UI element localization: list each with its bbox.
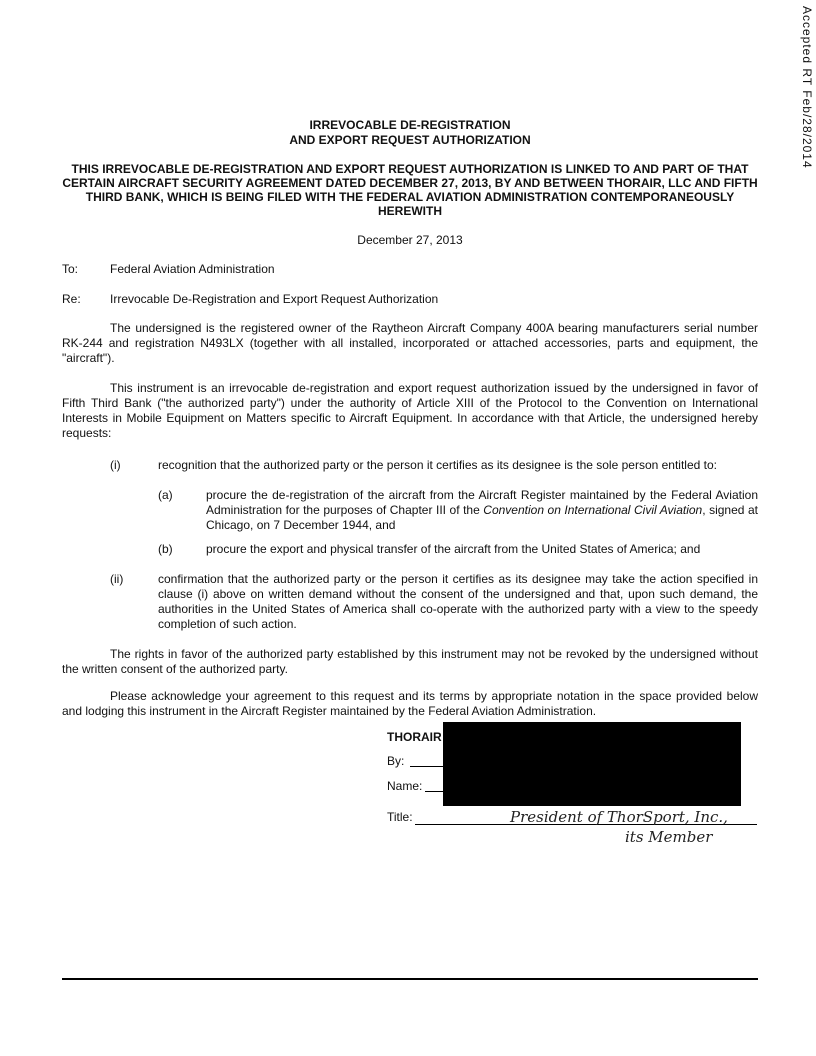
item-a-label: (a) [158,488,173,502]
handwritten-title-2: its Member [625,828,713,846]
to-value: Federal Aviation Administration [110,262,275,276]
item-a-text [206,488,758,533]
paragraph-3: The rights in favor of the authorized party established by this instrument may not be revoked by the undersigned without the written consent of the authorized party. [62,647,758,676]
document-title [62,118,758,148]
title-line-2: AND EXPORT REQUEST AUTHORIZATION [289,133,531,147]
document-date: December 27, 2013 [357,233,463,247]
accepted-stamp: Accepted RT Feb/28/2014 [800,6,814,169]
paragraph-2: This instrument is an irrevocable de-registration and export request authorization issued by the undersigned in favor of Fifth Third Bank ("the authorized party") under the authority of Article XIII of the Protocol to the Convention on International Interests in Mobile Equipment on Matters specific to Aircraft Equipment. In accordance with that Article, the undersigned hereby requests: [62,381,758,440]
item-i-label: (i) [110,458,121,472]
item-ii-label: (ii) [110,572,124,586]
item-a-tail: , signed at Chicago, on 7 December 1944, and [206,503,758,532]
item-i-text: recognition that the authorized party or the person it certifies as its designee is the sole person entitled to: [158,458,717,472]
paragraph-4: Please acknowledge your agreement to this request and its terms by appropriate notation in the space provided below and lodging this instrument in the Aircraft Register maintained by the Federal Aviation Administration. [62,689,758,718]
title-label: Title: [387,810,413,824]
re-value: Irrevocable De-Registration and Export Request Authorization [110,292,439,306]
signatory-company: THORAIR [387,730,442,744]
preamble: THIS IRREVOCABLE DE-REGISTRATION AND EXPORT REQUEST AUTHORIZATION IS LINKED TO AND PART OF THAT CERTAIN AIRCRAFT SECURITY AGREEMENT DATED DECEMBER 27, 2013, BY AND BETWEEN THORAIR, LLC AND FIFTH THIRD BANK, WHICH IS BEING FILED WITH THE FEDERAL AVIATION ADMINISTRATION CONTEMPORANEOUSLY HEREWITH [62,162,758,218]
item-a-convention: Convention on International Civil Aviation [483,503,703,517]
item-a-body: procure the de-registration of the aircraft from the Aircraft Register maintained by the Federal Aviation Administration for the purposes of Chapter III of the [206,488,758,517]
paragraph-1: The undersigned is the registered owner of the Raytheon Aircraft Company 400A bearing manufacturers serial number RK-244 and registration N493LX (together with all installed, incorporated or attached accessories, parts and equipment, the "aircraft"). [62,321,758,365]
by-label: By: [387,754,405,768]
re-label: Re: [62,292,81,306]
title-line-1: IRREVOCABLE DE-REGISTRATION [309,118,511,132]
item-ii-text: confirmation that the authorized party or the person it certifies as its designee may take the action specified in clause (i) above on written demand without the consent of the undersigned and that, upon such demand, the authorities in the United States of America shall co-operate with the authorized party with a view to the speedy completion of such action. [158,572,758,631]
item-b-label: (b) [158,542,173,556]
footer-rule [62,978,758,980]
name-label: Name: [387,779,423,793]
redaction-box [443,722,741,806]
to-label: To: [62,262,79,276]
item-b-text: procure the export and physical transfer of the aircraft from the United States of America; and [206,542,701,556]
handwritten-title: President of ThorSport, Inc., [510,808,728,826]
